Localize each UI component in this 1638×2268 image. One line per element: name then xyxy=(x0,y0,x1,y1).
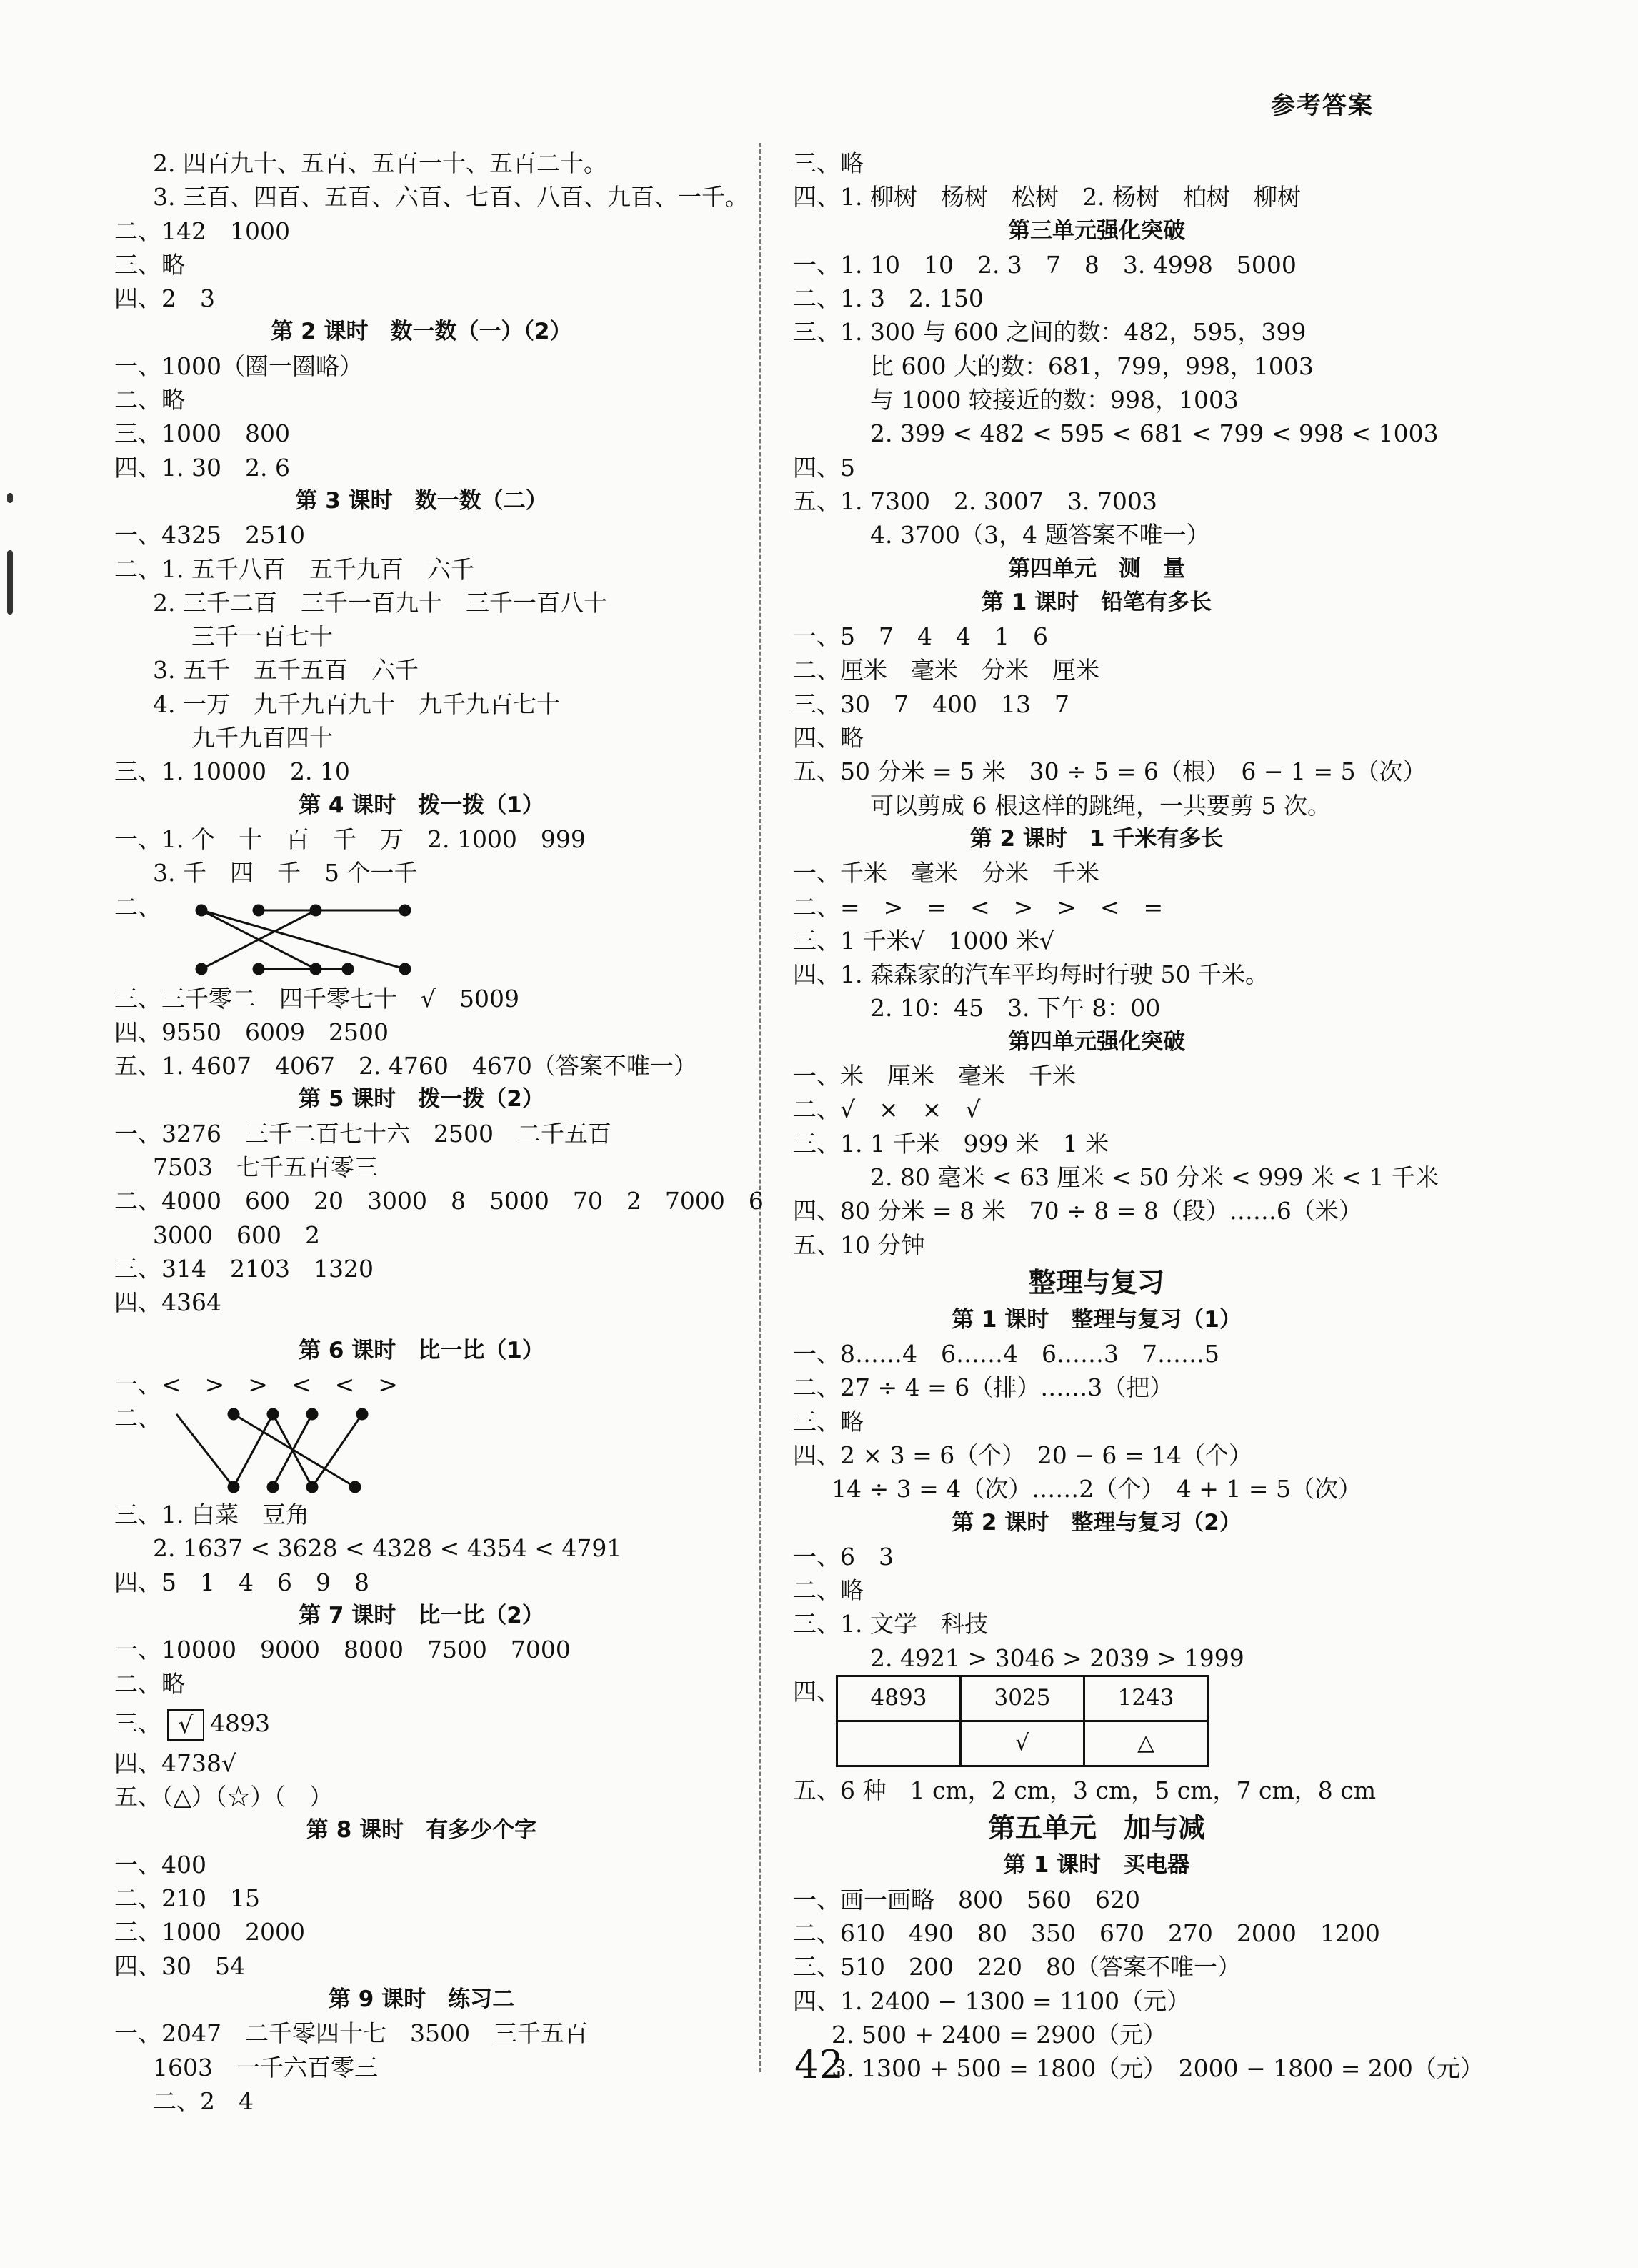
answer-line: 三千一百七十 xyxy=(191,622,333,651)
answer-line: 1603 一千六百零三 xyxy=(153,2053,378,2082)
lesson-heading: 第 5 课时 拨一拨（2） xyxy=(299,1086,544,1113)
section-heading: 整理与复习 xyxy=(1028,1266,1164,1298)
answer-line: 三、1000 800 xyxy=(114,419,290,448)
scan-mark xyxy=(7,550,13,615)
table-cell: 3025 xyxy=(961,1676,1084,1721)
answer-line: 四、9550 6009 2500 xyxy=(114,1018,389,1046)
answer-line: 7503 七千五百零三 xyxy=(153,1153,378,1182)
table-row xyxy=(837,1721,1208,1766)
answer-line: 二、= > = < > > < = xyxy=(793,892,1164,921)
answer-line: 九千九百四十 xyxy=(191,724,333,752)
answer-line: 一、4325 2510 xyxy=(114,521,305,549)
answer-line: 二、略 xyxy=(114,386,185,414)
answer-line: 3. 三百、四百、五百、六百、七百、八百、九百、一千。 xyxy=(153,183,749,212)
answer-line: 三、1. 文学 科技 xyxy=(793,1610,988,1638)
item-label: 二、 xyxy=(114,1404,161,1433)
answer-line: 一、1. 个 十 百 千 万 2. 1000 999 xyxy=(114,825,586,853)
scan-mark xyxy=(7,493,13,503)
answer-line: 四、4738√ xyxy=(114,1749,237,1777)
answer-line: 四、2 3 xyxy=(114,284,215,313)
answer-line: 一、米 厘米 毫米 千米 xyxy=(793,1062,1076,1090)
answer-line: 四、1. 柳树 杨树 松树 2. 杨树 柏树 柳树 xyxy=(793,183,1301,212)
answer-line: 五、1. 7300 2. 3007 3. 7003 xyxy=(793,487,1157,515)
answer-line: 二、2 4 xyxy=(153,2087,254,2115)
answer-line: 二、略 xyxy=(793,1576,864,1605)
answer-line: 三、略 xyxy=(793,149,864,177)
answer-line-matching xyxy=(114,1401,729,1498)
answer-line: 四、80 分米 = 8 米 70 ÷ 8 = 8（段）……6（米） xyxy=(793,1197,1362,1225)
answer-line: 三、1. 10000 2. 10 xyxy=(114,757,350,786)
answer-line: 3000 600 2 xyxy=(153,1220,320,1249)
answer-line: 五、50 分米 = 5 米 30 ÷ 5 = 6（根） 6 − 1 = 5（次） xyxy=(793,757,1427,786)
answer-line: 二、27 ÷ 4 = 6（排）……3（把） xyxy=(793,1373,1174,1402)
answer-line: 一、6 3 xyxy=(793,1542,894,1571)
answer-line xyxy=(114,1701,729,1746)
answer-line: 二、1. 3 2. 150 xyxy=(793,284,984,313)
answer-line: 四、4364 xyxy=(114,1288,221,1317)
answer-line: 3. 1300 + 500 = 1800（元） 2000 − 1800 = 200（元） xyxy=(832,2054,1484,2083)
answer-line: 一、千米 毫米 分米 千米 xyxy=(793,859,1099,887)
answer-line: 2. 1637 < 3628 < 4328 < 4354 < 4791 xyxy=(153,1534,622,1563)
matching-lines-diagram xyxy=(169,1401,412,1498)
column-divider xyxy=(759,143,761,2072)
answer-line: 4. 一万 九千九百九十 九千九百七十 xyxy=(153,690,560,718)
answer-line: 一、1. 10 10 2. 3 7 8 3. 4998 5000 xyxy=(793,250,1297,279)
lesson-heading: 第 9 课时 练习二 xyxy=(328,1986,515,2012)
table-cell: △ xyxy=(1084,1721,1208,1766)
answer-line-matching xyxy=(114,890,729,982)
answer-line: 三、1 千米√ 1000 米√ xyxy=(793,926,1055,955)
right-column xyxy=(793,146,1484,2085)
answer-line: 四、2 × 3 = 6（个） 20 − 6 = 14（个） xyxy=(793,1441,1252,1469)
answer-line: 一、2047 二千零四十七 3500 三千五百 xyxy=(114,2019,588,2048)
answer-line: 与 1000 较接近的数：998，1003 xyxy=(870,386,1239,414)
answer-line: 2. 500 + 2400 = 2900（元） xyxy=(832,2020,1167,2049)
page-number: 42 xyxy=(794,2042,844,2087)
answer-line: 二、√ × × √ xyxy=(793,1095,981,1124)
answer-line: 3. 千 四 千 5 个一千 xyxy=(153,859,418,887)
answer-line: 2. 10：45 3. 下午 8：00 xyxy=(870,994,1161,1023)
answer-line: 二、1. 五千八百 五千九百 六千 xyxy=(114,554,474,583)
page-header-title: 参考答案 xyxy=(1271,91,1374,120)
answer-line: 四、1. 2400 − 1300 = 1100（元） xyxy=(793,1986,1191,2015)
answer-line: 三、1. 1 千米 999 米 1 米 xyxy=(793,1129,1109,1158)
answer-line: 五、10 分钟 xyxy=(793,1230,925,1259)
answer-line: 2. 399 < 482 < 595 < 681 < 799 < 998 < 1003 xyxy=(870,419,1439,448)
table-cell: √ xyxy=(961,1721,1084,1766)
matching-lines-diagram xyxy=(169,890,426,982)
lesson-heading: 第 8 课时 有多少个字 xyxy=(306,1817,537,1844)
table-cell xyxy=(837,1721,961,1766)
answer-line: 一、8……4 6……4 6……3 7……5 xyxy=(793,1340,1219,1368)
answer-line: 四、略 xyxy=(793,724,864,752)
answer-line: 三、1000 2000 xyxy=(114,1918,305,1946)
answer-line: 三、1. 白菜 豆角 xyxy=(114,1501,309,1529)
answer-line: 二、210 15 xyxy=(114,1884,260,1913)
answer-line: 14 ÷ 3 = 4（次）……2（个） 4 + 1 = 5（次） xyxy=(832,1475,1362,1503)
unit-heading: 第三单元强化突破 xyxy=(1008,217,1185,244)
answer-line: 2. 80 毫米 < 63 厘米 < 50 分米 < 999 米 < 1 千米 xyxy=(870,1163,1439,1191)
unit-heading: 第五单元 加与减 xyxy=(987,1812,1205,1844)
answer-line: 三、510 200 220 80（答案不唯一） xyxy=(793,1953,1241,1981)
boxed-checkmark: √ xyxy=(167,1709,204,1741)
answer-line: 4. 3700（3，4 题答案不唯一） xyxy=(870,521,1210,549)
item-label: 二、 xyxy=(114,892,161,921)
answer-line: 二、厘米 毫米 分米 厘米 xyxy=(793,656,1099,685)
answer-line: 一、画一画略 800 560 620 xyxy=(793,1885,1140,1914)
lesson-heading: 第 1 课时 铅笔有多长 xyxy=(981,589,1212,615)
answer-line: 三、1. 300 与 600 之间的数：482，595，399 xyxy=(793,318,1307,347)
unit-heading: 第四单元强化突破 xyxy=(1008,1028,1185,1055)
answer-table xyxy=(836,1675,1209,1767)
answer-value: 4893 xyxy=(210,1709,270,1737)
answer-line: 一、5 7 4 4 1 6 xyxy=(793,622,1048,651)
answer-line: 2. 四百九十、五百、五百一十、五百二十。 xyxy=(153,149,607,177)
lesson-heading: 第 6 课时 比一比（1） xyxy=(299,1337,544,1363)
lesson-heading: 第 2 课时 1 千米有多长 xyxy=(969,825,1224,852)
answer-line: 可以剪成 6 根这样的跳绳，一共要剪 5 次。 xyxy=(870,791,1331,820)
left-column xyxy=(114,146,764,2118)
answer-line: 四、30 54 xyxy=(114,1951,245,1980)
lesson-heading: 第 2 课时 整理与复习（2） xyxy=(952,1509,1242,1536)
answer-line: 二、610 490 80 350 670 270 2000 1200 xyxy=(793,1919,1380,1947)
answer-line: 比 600 大的数：681，799，998，1003 xyxy=(870,352,1314,380)
answer-line: 一、1000（圈一圈略） xyxy=(114,352,363,380)
lesson-heading: 第 1 课时 整理与复习（1） xyxy=(952,1306,1242,1333)
answer-line: 二、4000 600 20 3000 8 5000 70 2 7000 6 xyxy=(114,1187,764,1215)
answer-line: 三、略 xyxy=(114,250,185,279)
answer-line: 三、30 7 400 13 7 xyxy=(793,690,1069,718)
answer-line: 四、5 xyxy=(793,453,855,482)
answer-line: 五、（△）（☆）（ ） xyxy=(114,1783,333,1811)
table-row xyxy=(837,1676,1208,1721)
unit-heading: 第四单元 测 量 xyxy=(1008,555,1185,582)
answer-line: 三、三千零二 四千零七十 √ 5009 xyxy=(114,984,520,1013)
table-cell: 1243 xyxy=(1084,1676,1208,1721)
lesson-heading: 第 1 课时 买电器 xyxy=(1003,1852,1190,1879)
lesson-heading: 第 3 课时 数一数（二） xyxy=(295,487,548,514)
answer-line: 五、6 种 1 cm，2 cm，3 cm，5 cm，7 cm，8 cm xyxy=(793,1776,1377,1805)
item-label: 三、 xyxy=(114,1709,161,1737)
answer-line: 四、1. 森森家的汽车平均每时行驶 50 千米。 xyxy=(793,960,1269,989)
answer-line: 一、10000 9000 8000 7500 7000 xyxy=(114,1636,571,1664)
answer-line: 四、1. 30 2. 6 xyxy=(114,453,290,482)
lesson-heading: 第 7 课时 比一比（2） xyxy=(299,1602,544,1628)
answer-line: 2. 三千二百 三千一百九十 三千一百八十 xyxy=(153,588,607,617)
answer-line-table xyxy=(793,1675,1400,1774)
table-cell: 4893 xyxy=(837,1676,961,1721)
answer-line: 3. 五千 五千五百 六千 xyxy=(153,656,419,685)
answer-line: 一、< > > < < > xyxy=(114,1370,398,1398)
answer-line: 三、略 xyxy=(793,1407,864,1436)
answer-line: 四、5 1 4 6 9 8 xyxy=(114,1568,369,1596)
answer-line: 一、400 xyxy=(114,1850,206,1879)
answer-line: 2. 4921 > 3046 > 2039 > 1999 xyxy=(870,1643,1244,1672)
lesson-heading: 第 4 课时 拨一拨（1） xyxy=(299,792,544,818)
item-label: 四、 xyxy=(793,1678,840,1706)
answer-line: 五、1. 4607 4067 2. 4760 4670（答案不唯一） xyxy=(114,1052,697,1080)
answer-line: 二、略 xyxy=(114,1669,185,1698)
answer-line: 一、3276 三千二百七十六 2500 二千五百 xyxy=(114,1119,611,1148)
answer-line: 三、314 2103 1320 xyxy=(114,1254,374,1283)
lesson-heading: 第 2 课时 数一数（一）（2） xyxy=(271,319,572,345)
answer-line: 二、142 1000 xyxy=(114,217,290,245)
